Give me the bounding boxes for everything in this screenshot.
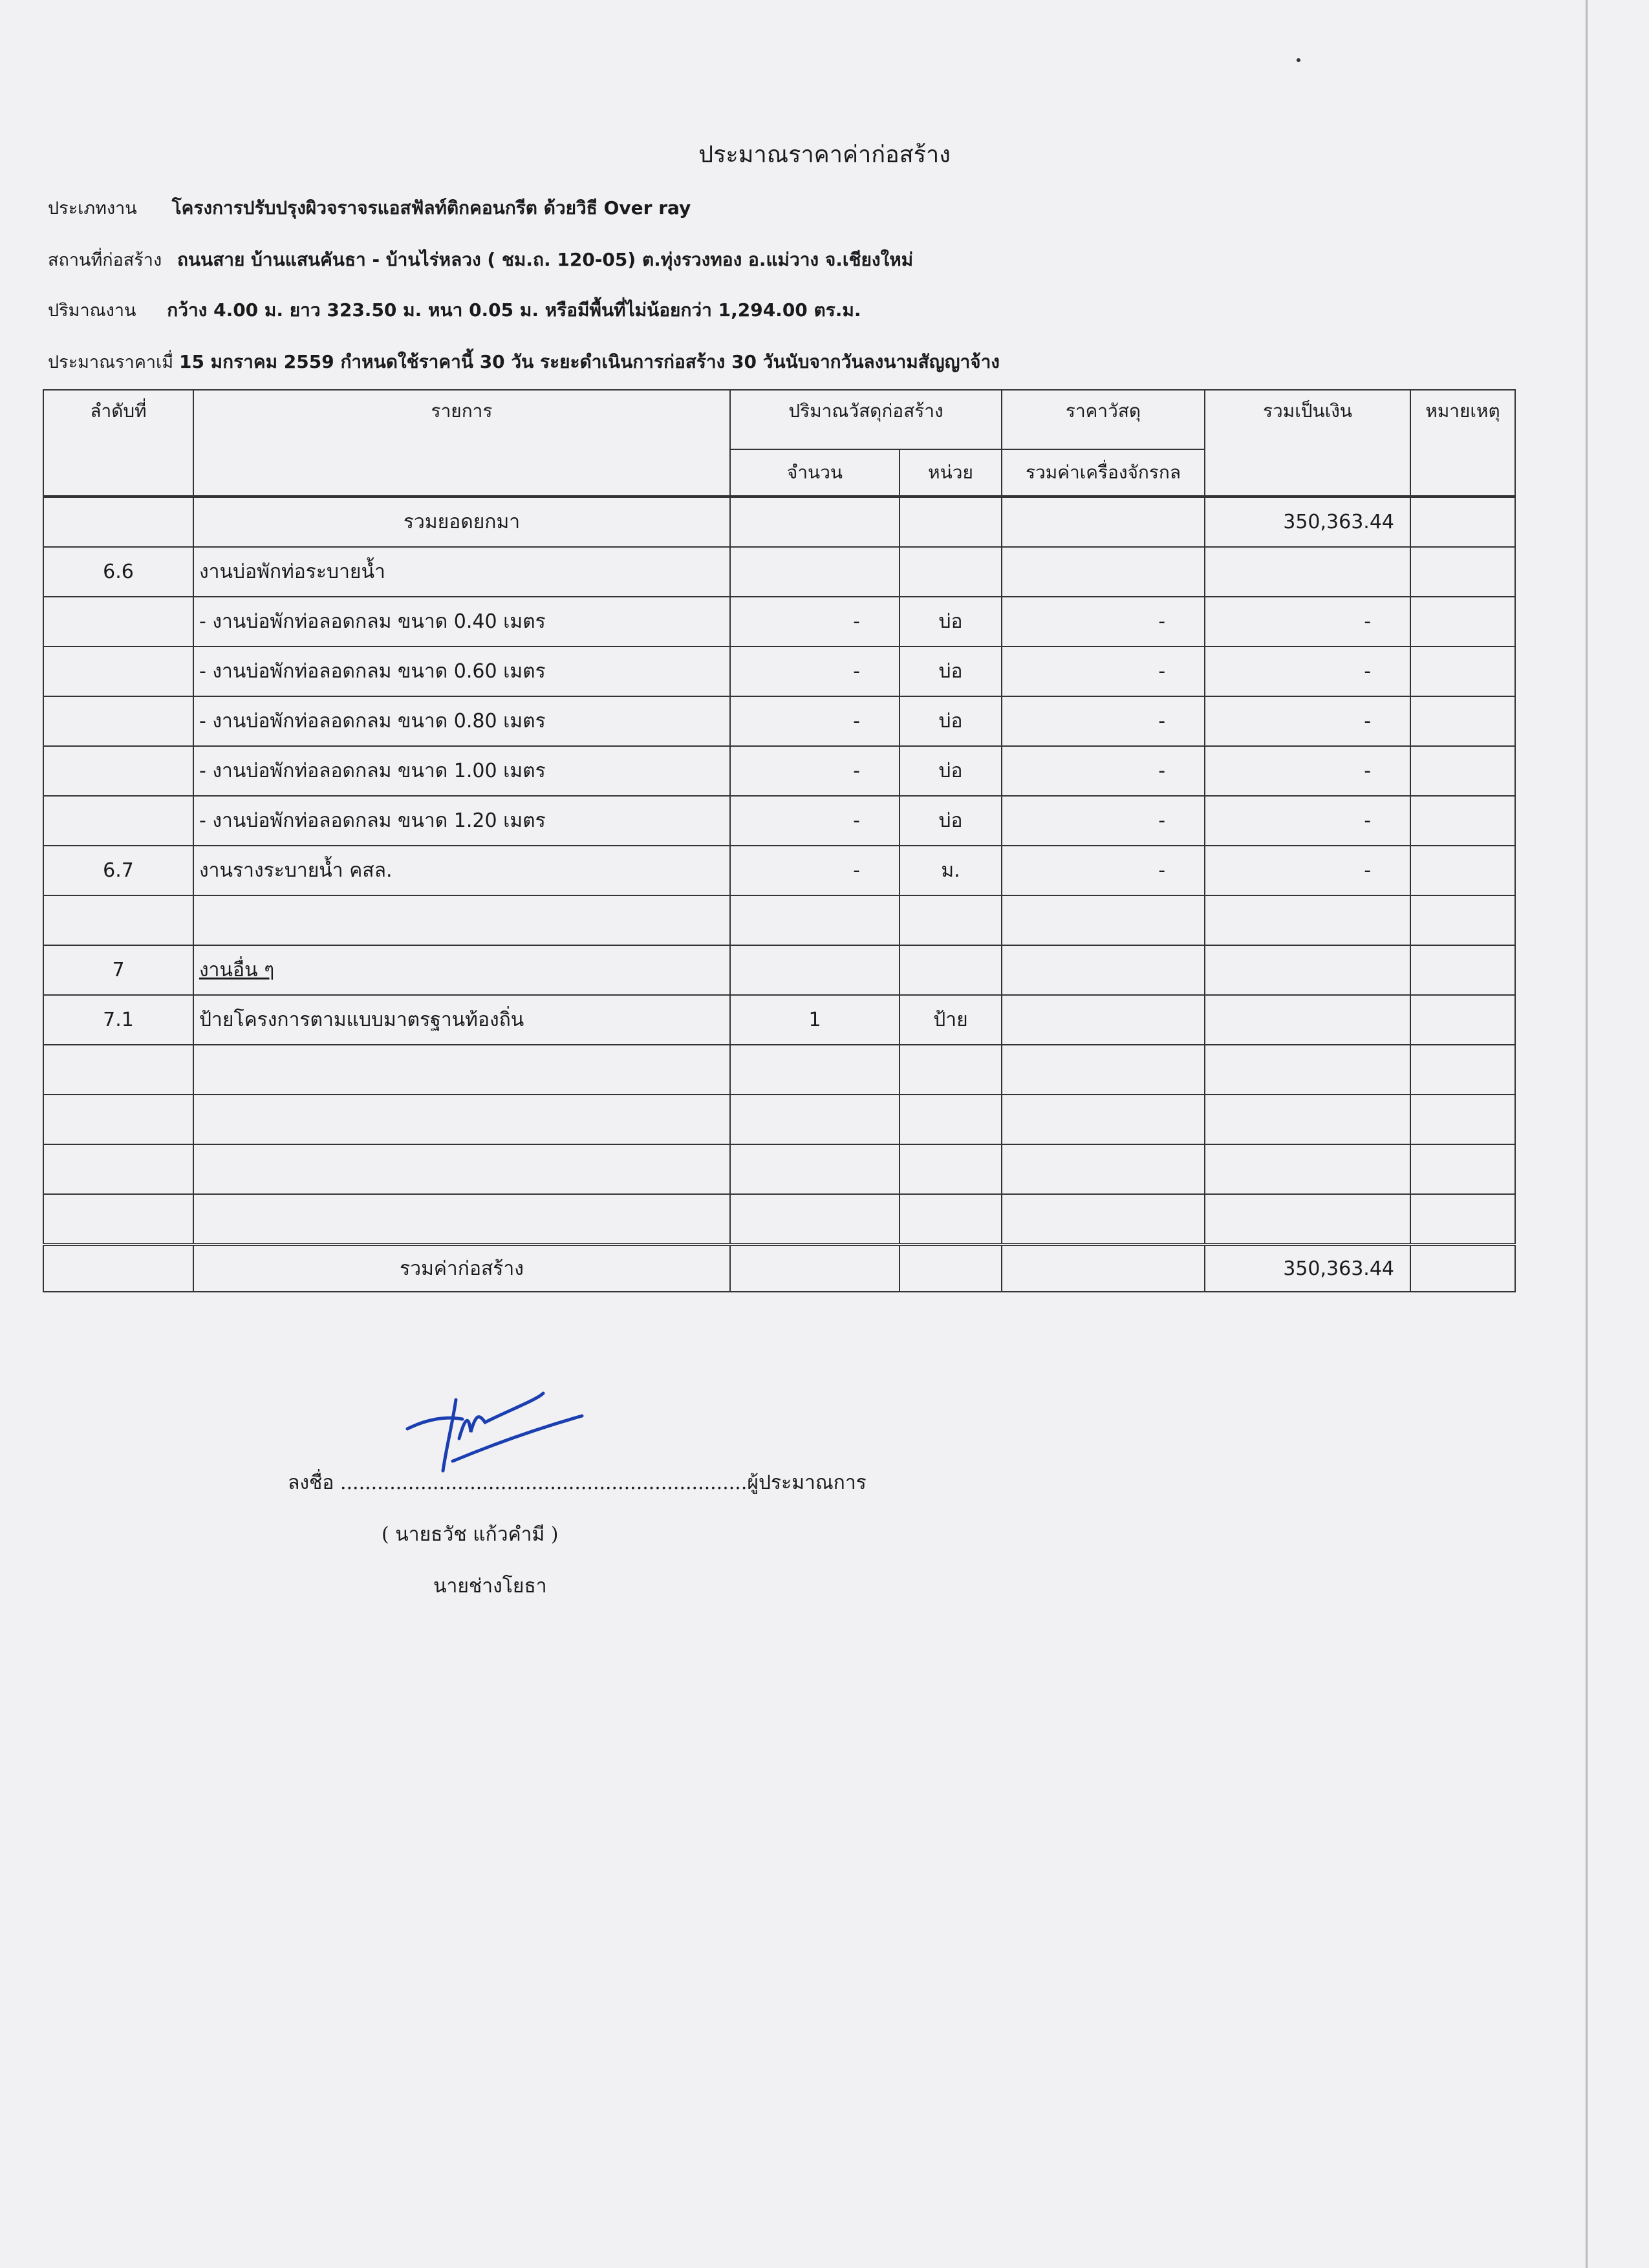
cell-item: งานบ่อพักท่อระบายน้ำ bbox=[193, 547, 730, 597]
table-row bbox=[43, 1095, 1515, 1144]
work-type-value: โครงการปรับปรุงผิวจราจรแอสฟัลท์ติกคอนกรีต ด้วยวิธี Over ray bbox=[171, 197, 691, 219]
cell-remark bbox=[1410, 796, 1515, 846]
cell-price: - bbox=[1002, 746, 1205, 796]
quantity-label: ปริมาณงาน bbox=[48, 301, 136, 321]
cell-unit: บ่อ bbox=[900, 746, 1002, 796]
cell-no: 7 bbox=[43, 945, 193, 995]
col-header-qty-group: ปริมาณวัสดุก่อสร้าง bbox=[730, 390, 1002, 449]
cell-remark bbox=[1410, 547, 1515, 597]
cell-unit bbox=[900, 497, 1002, 547]
cell-price bbox=[1002, 1144, 1205, 1194]
col-header-amount: รวมเป็นเงิน bbox=[1205, 390, 1410, 497]
cell-price bbox=[1002, 1245, 1205, 1292]
cell-no bbox=[43, 895, 193, 945]
cell-price: - bbox=[1002, 796, 1205, 846]
cell-unit: บ่อ bbox=[900, 647, 1002, 696]
table-row bbox=[43, 647, 1515, 696]
cell-unit: ป้าย bbox=[900, 995, 1002, 1045]
cell-remark bbox=[1410, 895, 1515, 945]
cell-no bbox=[43, 796, 193, 846]
cell-remark bbox=[1410, 995, 1515, 1045]
cell-no: 7.1 bbox=[43, 995, 193, 1045]
estimate-table bbox=[43, 389, 1516, 1292]
cell-qty: - bbox=[730, 746, 900, 796]
cell-price bbox=[1002, 1095, 1205, 1144]
scan-speck bbox=[1297, 58, 1300, 62]
cell-price: - bbox=[1002, 846, 1205, 895]
cell-amount bbox=[1205, 1045, 1410, 1095]
cell-item: งานอื่น ๆ bbox=[193, 945, 730, 995]
cell-remark bbox=[1410, 746, 1515, 796]
cell-unit bbox=[900, 1245, 1002, 1292]
cell-price: - bbox=[1002, 597, 1205, 647]
cell-item bbox=[193, 895, 730, 945]
cell-no bbox=[43, 1194, 193, 1245]
total-amount: 350,363.44 bbox=[1205, 1245, 1410, 1292]
cell-remark bbox=[1410, 597, 1515, 647]
cell-price bbox=[1002, 895, 1205, 945]
col-header-item: รายการ bbox=[193, 390, 730, 497]
quantity-value: กว้าง 4.00 ม. ยาว 323.50 ม. หนา 0.05 ม. หรือมีพื้นที่ไม่น้อยกว่า 1,294.00 ตร.ม. bbox=[167, 299, 861, 321]
signer-name: ( นายธวัช แก้วคำมี ) bbox=[382, 1523, 559, 1546]
cell-no bbox=[43, 1144, 193, 1194]
cell-price bbox=[1002, 1045, 1205, 1095]
table-row bbox=[43, 846, 1515, 895]
table-row bbox=[43, 746, 1515, 796]
cell-unit: บ่อ bbox=[900, 597, 1002, 647]
cell-qty bbox=[730, 895, 900, 945]
location-label: สถานที่ก่อสร้าง bbox=[48, 250, 162, 270]
cell-remark bbox=[1410, 1045, 1515, 1095]
cell-remark bbox=[1410, 647, 1515, 696]
cell-unit: บ่อ bbox=[900, 796, 1002, 846]
cell-unit bbox=[900, 945, 1002, 995]
work-type-label: ประเภทงาน bbox=[48, 198, 137, 219]
cell-no bbox=[43, 746, 193, 796]
cell-no bbox=[43, 497, 193, 547]
cell-remark bbox=[1410, 1095, 1515, 1144]
cell-amount bbox=[1205, 945, 1410, 995]
cell-remark bbox=[1410, 497, 1515, 547]
cell-remark bbox=[1410, 945, 1515, 995]
cell-price bbox=[1002, 547, 1205, 597]
cell-remark bbox=[1410, 846, 1515, 895]
cell-no bbox=[43, 1245, 193, 1292]
cell-item: - งานบ่อพักท่อลอดกลม ขนาด 1.00 เมตร bbox=[193, 746, 730, 796]
cell-remark bbox=[1410, 1194, 1515, 1245]
total-label: รวมค่าก่อสร้าง bbox=[193, 1245, 730, 1292]
estimator-role: ผู้ประมาณการ bbox=[747, 1471, 867, 1494]
table-row bbox=[43, 696, 1515, 746]
total-row bbox=[43, 1245, 1515, 1292]
cell-qty: - bbox=[730, 597, 900, 647]
col-header-price-sub: รวมค่าเครื่องจักรกล bbox=[1002, 449, 1205, 497]
cell-qty bbox=[730, 1144, 900, 1194]
cell-item: งานรางระบายน้ำ คสล. bbox=[193, 846, 730, 895]
estimate-value: 15 มกราคม 2559 กำหนดใช้ราคานี้ 30 วัน ระยะดำเนินการก่อสร้าง 30 วันนับจากวันลงนามสัญญาจ้าง bbox=[178, 351, 1000, 372]
cell-price: - bbox=[1002, 696, 1205, 746]
cell-item: - งานบ่อพักท่อลอดกลม ขนาด 0.40 เมตร bbox=[193, 597, 730, 647]
cell-item bbox=[193, 1095, 730, 1144]
cell-no: 6.7 bbox=[43, 846, 193, 895]
cell-unit bbox=[900, 547, 1002, 597]
cell-qty bbox=[730, 1245, 900, 1292]
sign-line bbox=[288, 1468, 867, 1498]
cell-price bbox=[1002, 945, 1205, 995]
cell-unit bbox=[900, 1144, 1002, 1194]
col-header-qty: จำนวน bbox=[730, 449, 900, 497]
col-header-no: ลำดับที่ bbox=[43, 390, 193, 497]
cell-qty: - bbox=[730, 846, 900, 895]
col-header-price-group: ราคาวัสดุ bbox=[1002, 390, 1205, 449]
table-row bbox=[43, 1045, 1515, 1095]
cell-qty: - bbox=[730, 696, 900, 746]
cell-qty: - bbox=[730, 796, 900, 846]
cell-amount: - bbox=[1205, 696, 1410, 746]
cell-item bbox=[193, 1045, 730, 1095]
table-row bbox=[43, 1194, 1515, 1245]
cell-amount bbox=[1205, 895, 1410, 945]
location-line bbox=[48, 246, 913, 274]
cell-unit bbox=[900, 1095, 1002, 1144]
cell-no bbox=[43, 647, 193, 696]
cell-amount: - bbox=[1205, 647, 1410, 696]
col-header-unit: หน่วย bbox=[900, 449, 1002, 497]
cell-amount: - bbox=[1205, 597, 1410, 647]
cell-unit: บ่อ bbox=[900, 696, 1002, 746]
cell-remark bbox=[1410, 1144, 1515, 1194]
cell-qty: - bbox=[730, 647, 900, 696]
cell-no bbox=[43, 1095, 193, 1144]
cell-price: - bbox=[1002, 647, 1205, 696]
cell-amount: - bbox=[1205, 746, 1410, 796]
work-type-line bbox=[48, 194, 691, 222]
cell-amount bbox=[1205, 1194, 1410, 1245]
cell-amount bbox=[1205, 1095, 1410, 1144]
cell-item bbox=[193, 1144, 730, 1194]
sign-dots: .................................................................. bbox=[339, 1471, 748, 1494]
cell-qty bbox=[730, 497, 900, 547]
cell-remark bbox=[1410, 1245, 1515, 1292]
brought-forward-label: รวมยอดยกมา bbox=[193, 497, 730, 547]
cell-item: - งานบ่อพักท่อลอดกลม ขนาด 1.20 เมตร bbox=[193, 796, 730, 846]
cell-amount bbox=[1205, 1144, 1410, 1194]
cell-qty bbox=[730, 1045, 900, 1095]
cell-qty: 1 bbox=[730, 995, 900, 1045]
cell-amount bbox=[1205, 547, 1410, 597]
estimate-label: ประมาณราคาเมื่ bbox=[48, 352, 174, 372]
table-row bbox=[43, 895, 1515, 945]
signer-position: นายช่างโยธา bbox=[433, 1575, 547, 1598]
cell-remark bbox=[1410, 696, 1515, 746]
table-row bbox=[43, 945, 1515, 995]
cell-item: - งานบ่อพักท่อลอดกลม ขนาด 0.80 เมตร bbox=[193, 696, 730, 746]
table-row bbox=[43, 597, 1515, 647]
cell-unit: ม. bbox=[900, 846, 1002, 895]
cell-no bbox=[43, 1045, 193, 1095]
handwritten-signature bbox=[382, 1390, 588, 1481]
cell-amount bbox=[1205, 995, 1410, 1045]
cell-qty bbox=[730, 945, 900, 995]
cell-unit bbox=[900, 895, 1002, 945]
brought-forward-row bbox=[43, 497, 1515, 547]
cell-no bbox=[43, 696, 193, 746]
cell-unit bbox=[900, 1045, 1002, 1095]
cell-price bbox=[1002, 995, 1205, 1045]
estimate-line bbox=[48, 348, 1000, 376]
cell-price bbox=[1002, 497, 1205, 547]
location-value: ถนนสาย บ้านแสนคันธา - บ้านไร่หลวง ( ชม.ถ. 120-05) ต.ทุ่งรวงทอง อ.แม่วาง จ.เชียงใหม่ bbox=[177, 249, 914, 270]
cell-qty bbox=[730, 547, 900, 597]
brought-forward-amount: 350,363.44 bbox=[1205, 497, 1410, 547]
quantity-line bbox=[48, 296, 861, 325]
table-row bbox=[43, 1144, 1515, 1194]
cell-item bbox=[193, 1194, 730, 1245]
col-header-remark: หมายเหตุ bbox=[1410, 390, 1515, 497]
cell-qty bbox=[730, 1194, 900, 1245]
cell-no: 6.6 bbox=[43, 547, 193, 597]
cell-amount: - bbox=[1205, 846, 1410, 895]
cell-item: ป้ายโครงการตามแบบมาตรฐานท้องถิ่น bbox=[193, 995, 730, 1045]
cell-no bbox=[43, 597, 193, 647]
table-row bbox=[43, 547, 1515, 597]
sign-prefix: ลงชื่อ bbox=[288, 1471, 334, 1494]
cell-price bbox=[1002, 1194, 1205, 1245]
cell-item: - งานบ่อพักท่อลอดกลม ขนาด 0.60 เมตร bbox=[193, 647, 730, 696]
cell-amount: - bbox=[1205, 796, 1410, 846]
cell-unit bbox=[900, 1194, 1002, 1245]
cell-qty bbox=[730, 1095, 900, 1144]
table-row bbox=[43, 796, 1515, 846]
page-edge bbox=[1586, 0, 1588, 2268]
table-row bbox=[43, 995, 1515, 1045]
document-title: ประมาณราคาค่าก่อสร้าง bbox=[698, 142, 951, 168]
